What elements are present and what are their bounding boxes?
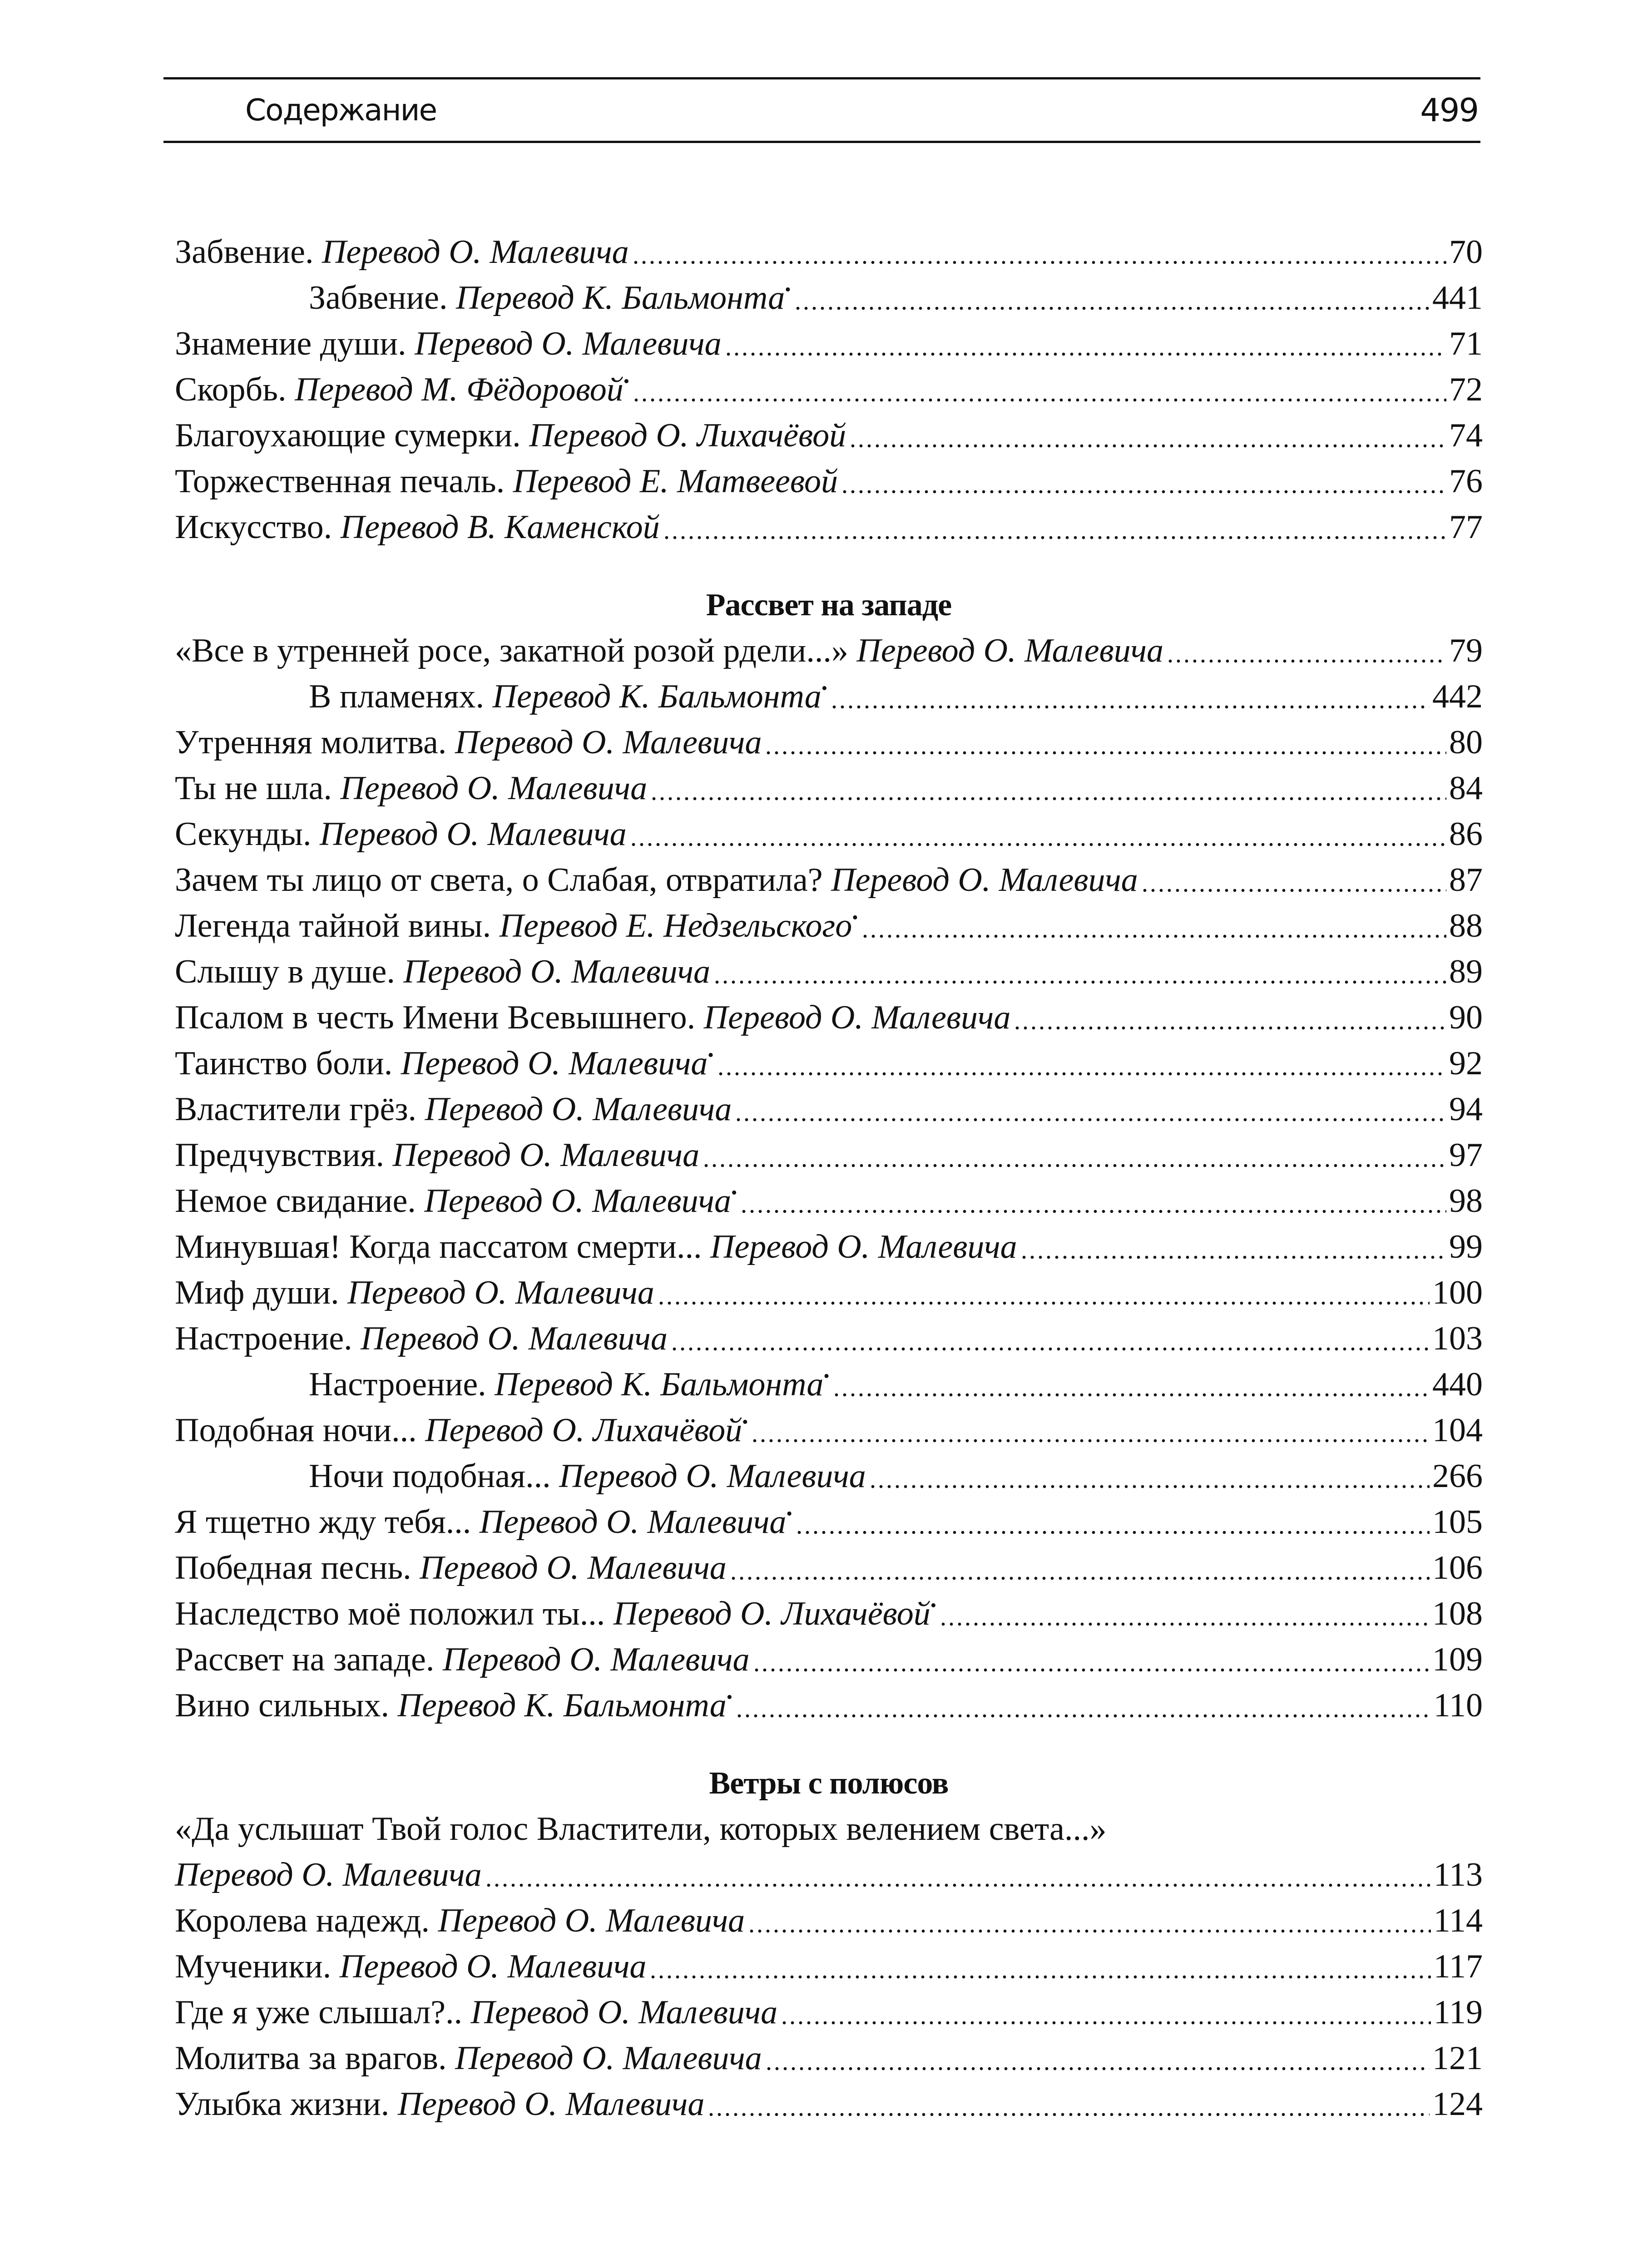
dot-leader [780, 1990, 1431, 2036]
toc-entry-page: 72 [1449, 371, 1483, 408]
dot-leader [632, 367, 1446, 413]
toc-entry-page: 113 [1433, 1856, 1483, 1893]
toc-entry-translator: Перевод О. Малевича [322, 233, 629, 271]
toc-entry-page: 266 [1432, 1458, 1483, 1495]
toc-entry [175, 459, 1483, 504]
toc-entry-title: Утренняя молитва. [175, 724, 447, 761]
dot-leader [764, 720, 1446, 766]
toc-entry-title: Псалом в честь Имени Всевышнего. [175, 999, 696, 1036]
asterisk-mark: • [623, 372, 630, 391]
toc-entry-page: 80 [1449, 724, 1483, 761]
toc-entry-translator: Перевод К. Бальмонта [492, 678, 821, 715]
asterisk-mark: • [785, 280, 791, 299]
toc-entry-page: 90 [1449, 999, 1483, 1036]
section-title-vetry: Ветры с полюсов [709, 1766, 949, 1801]
toc-entry-translator: Перевод О. Малевича [856, 632, 1164, 669]
toc-entry-translator: Перевод О. Малевича [175, 1856, 482, 1893]
running-head-title: Содержание [245, 93, 437, 128]
toc-entry [175, 1041, 1483, 1087]
toc-entry [175, 275, 1483, 321]
toc-entry-page: 76 [1449, 463, 1483, 500]
toc-entry [175, 811, 1483, 857]
toc-entry-title: Подобная ночи... [175, 1412, 417, 1449]
toc-entry-title: Благоухающие сумерки. [175, 417, 521, 454]
dot-leader [869, 1453, 1430, 1499]
toc-entry-title-line [175, 1806, 1483, 1852]
toc-entry [175, 903, 1483, 949]
dot-leader [740, 1178, 1446, 1224]
toc-entry-page: 121 [1432, 2040, 1483, 2077]
toc-entry-page: 74 [1449, 417, 1483, 454]
dot-leader [485, 1852, 1431, 1898]
toc-entry-title: Властители грёз. [175, 1091, 417, 1128]
asterisk-mark: • [930, 1596, 937, 1615]
toc-entry-title: Улыбка жизни. [175, 2085, 390, 2123]
toc-entry-title: Наследство моё положил ты... [175, 1595, 605, 1632]
toc-entry [175, 720, 1483, 766]
toc-entry-page: 94 [1449, 1091, 1483, 1128]
toc-entry-title: Секунды. [175, 815, 312, 853]
toc-entry-title: Миф души. [175, 1274, 339, 1311]
dot-leader [1020, 1224, 1446, 1270]
toc-entry-translator: Перевод О. Малевича [559, 1458, 866, 1495]
toc-entry-page: 117 [1433, 1948, 1483, 1985]
toc-entry-title: Слышу в душе. [175, 953, 395, 990]
dot-leader [717, 1041, 1446, 1087]
toc-entry [175, 1316, 1483, 1362]
toc-entry-page: 124 [1432, 2085, 1483, 2123]
toc-entry-title: Где я уже слышал?.. [175, 1994, 463, 2031]
toc-entry [175, 1898, 1483, 1944]
toc-entry-title: Молитва за врагов. [175, 2040, 447, 2077]
toc-entry-translator: Перевод О. Лихачёвой [529, 417, 846, 454]
toc-entry [175, 321, 1483, 367]
dot-leader [849, 413, 1446, 459]
toc-entry-page: 108 [1432, 1595, 1483, 1632]
toc-entry-translator: Перевод О. Малевича [442, 1641, 750, 1678]
toc-entry [175, 1591, 1483, 1637]
toc-entry [175, 1545, 1483, 1591]
toc-entry-title: Легенда тайной вины. [175, 907, 491, 944]
toc-entry-title: Настроение. [175, 1320, 352, 1357]
toc-entry-title: Победная песнь. [175, 1549, 411, 1586]
dot-leader [729, 1545, 1430, 1591]
toc-entry-page: 103 [1432, 1320, 1483, 1357]
toc-group-a [175, 229, 1483, 550]
dot-leader [861, 903, 1446, 949]
toc-entry-title: Предчувствия. [175, 1136, 384, 1174]
toc-entry-translator: Перевод О. Лихачёвой [613, 1595, 930, 1632]
toc-entry-page: 71 [1449, 325, 1483, 362]
toc-entry-translator: Перевод О. Малевича [420, 1549, 727, 1586]
toc-entry-page: 98 [1449, 1182, 1483, 1220]
toc-entry-translator: Перевод О. Малевича [361, 1320, 668, 1357]
toc-entry [175, 1499, 1483, 1545]
toc-entry-page: 77 [1449, 509, 1483, 546]
toc-entry-page: 84 [1449, 770, 1483, 807]
toc-entry-title: Вино сильных. [175, 1687, 390, 1724]
dot-leader [752, 1637, 1430, 1683]
toc-entry-translator: Перевод М. Фёдоровой [294, 371, 624, 408]
toc-entry [175, 367, 1483, 413]
toc-entry-page: 86 [1449, 815, 1483, 853]
toc-entry [175, 2081, 1483, 2127]
toc-entry [175, 1178, 1483, 1224]
toc-entry-translator: Перевод О. Малевича [340, 770, 648, 807]
page-number: 499 [1420, 91, 1478, 129]
table-of-contents [175, 229, 1483, 2127]
toc-entry-page: 87 [1449, 861, 1483, 899]
toc-entry [175, 1683, 1483, 1729]
toc-entry-translator: Перевод О. Малевича [455, 2040, 762, 2077]
toc-entry-translator: Перевод О. Малевича [414, 325, 722, 362]
dot-leader [765, 2036, 1430, 2081]
dot-leader [649, 1944, 1430, 1990]
toc-entry-translator: Перевод О. Малевича [392, 1136, 700, 1174]
dot-leader [939, 1591, 1430, 1637]
dot-leader [702, 1132, 1446, 1178]
toc-entry-title: Зачем ты лицо от света, о Слабая, отвратила? [175, 861, 823, 899]
dot-leader [632, 229, 1446, 275]
toc-entry-page: 99 [1449, 1228, 1483, 1265]
toc-entry-translator: Перевод О. Малевича [455, 724, 762, 761]
toc-entry-title: В пламенях. [309, 678, 485, 715]
toc-entry-title: Мученики. [175, 1948, 332, 1985]
toc-entry-page: 441 [1432, 279, 1483, 316]
toc-entry-page: 79 [1449, 632, 1483, 669]
toc-group-c [175, 1898, 1483, 2127]
toc-entry-title: «Да услышат Твой голос Властители, которых велением света...» [175, 1810, 1107, 1848]
toc-entry [175, 1944, 1483, 1990]
asterisk-mark: • [742, 1413, 748, 1432]
toc-entry-page: 97 [1449, 1136, 1483, 1174]
toc-entry-translator: Перевод О. Малевича [438, 1902, 745, 1939]
toc-entry-page: 92 [1449, 1045, 1483, 1082]
toc-entry [175, 1270, 1483, 1316]
toc-entry-translator: Перевод О. Малевича [347, 1274, 654, 1311]
asterisk-mark: • [708, 1046, 714, 1065]
asterisk-mark: • [731, 1183, 737, 1202]
toc-entry-title: Забвение. [309, 279, 448, 316]
toc-entry-page: 89 [1449, 953, 1483, 990]
toc-entry [175, 1453, 1483, 1499]
dot-leader [751, 1408, 1430, 1453]
toc-entry-translator: Перевод К. Бальмонта [397, 1687, 727, 1724]
toc-entry-translator: Перевод О. Малевича [319, 815, 627, 853]
toc-entry-title: Забвение. [175, 233, 314, 271]
toc-entry [175, 995, 1483, 1041]
asterisk-mark: • [823, 1367, 830, 1386]
toc-entry [175, 766, 1483, 811]
toc-entry-title: Искусство. [175, 509, 332, 546]
toc-entry [175, 1132, 1483, 1178]
toc-entry-title: Таинство боли. [175, 1045, 393, 1082]
toc-entry [175, 674, 1483, 720]
toc-group-b [175, 628, 1483, 1729]
toc-entry-page: 106 [1432, 1549, 1483, 1586]
dot-leader [1141, 857, 1446, 903]
toc-entry [175, 857, 1483, 903]
toc-entry-page: 442 [1432, 678, 1483, 715]
asterisk-mark: • [821, 679, 828, 698]
toc-entry-translator: Перевод О. Малевича [403, 953, 711, 990]
dot-leader [724, 321, 1446, 367]
toc-entry [175, 1087, 1483, 1132]
toc-entry-page: 88 [1449, 907, 1483, 944]
toc-entry-page: 440 [1432, 1366, 1483, 1403]
dot-leader [650, 766, 1446, 811]
toc-entry [175, 628, 1483, 674]
toc-entry [175, 1362, 1483, 1408]
dot-leader [735, 1683, 1431, 1729]
toc-entry-page: 110 [1433, 1687, 1483, 1724]
toc-entry-title: Рассвет на западе. [175, 1641, 435, 1678]
toc-entry-translator: Перевод О. Малевича [424, 1182, 731, 1220]
dot-leader [657, 1270, 1430, 1316]
toc-entry-translator: Перевод О. Малевича [401, 1045, 708, 1082]
toc-entry-title: Королева надежд. [175, 1902, 430, 1939]
toc-entry-page: 104 [1432, 1412, 1483, 1449]
toc-entry [175, 504, 1483, 550]
toc-entry-page: 109 [1432, 1641, 1483, 1678]
asterisk-mark: • [786, 1504, 792, 1523]
toc-entry-translator: Перевод В. Каменской [340, 509, 660, 546]
dot-leader [841, 459, 1446, 504]
toc-entry-title: Настроение. [309, 1366, 486, 1403]
dot-leader [1166, 628, 1446, 674]
asterisk-mark: • [852, 908, 858, 927]
toc-entry-title: Ночи подобная... [309, 1458, 551, 1495]
toc-entry [175, 1852, 1483, 1898]
dot-leader [830, 674, 1430, 720]
toc-entry-page: 100 [1432, 1274, 1483, 1311]
toc-entry-translator: Перевод О. Малевича [831, 861, 1138, 899]
toc-entry-translator: Перевод К. Бальмонта [455, 279, 785, 316]
toc-entry-translator: Перевод К. Бальмонта [495, 1366, 824, 1403]
toc-entry-title: Торжественная печаль. [175, 463, 505, 500]
toc-entry [175, 413, 1483, 459]
toc-entry [175, 1637, 1483, 1683]
dot-leader [795, 1499, 1430, 1545]
toc-entry [175, 2036, 1483, 2081]
toc-entry-translator: Перевод Е. Матвеевой [513, 463, 838, 500]
toc-entry-title: Я тщетно жду тебя... [175, 1503, 471, 1541]
toc-entry-title: «Все в утренней росе, закатной розой рдели...» [175, 632, 848, 669]
dot-leader [1013, 995, 1446, 1041]
toc-entry-translator: Перевод О. Лихачёвой [425, 1412, 742, 1449]
toc-entry-translator: Перевод О. Малевича [710, 1228, 1017, 1265]
toc-entry-translator: Перевод О. Малевича [339, 1948, 647, 1985]
toc-entry [175, 1990, 1483, 2036]
toc-entry-translator: Перевод О. Малевича [397, 2085, 705, 2123]
dot-leader [663, 504, 1446, 550]
toc-entry-translator: Перевод О. Малевича [703, 999, 1011, 1036]
dot-leader [747, 1898, 1431, 1944]
dot-leader [629, 811, 1446, 857]
toc-entry-page: 105 [1432, 1503, 1483, 1541]
toc-entry-page: 70 [1449, 233, 1483, 271]
toc-entry [175, 1408, 1483, 1453]
toc-entry-translator: Перевод О. Малевича [470, 1994, 778, 2031]
dot-leader [713, 949, 1446, 995]
toc-entry-title: Скорбь. [175, 371, 287, 408]
asterisk-mark: • [726, 1688, 733, 1707]
dot-leader [832, 1362, 1430, 1408]
dot-leader [707, 2081, 1430, 2127]
toc-entry-title: Ты не шла. [175, 770, 332, 807]
toc-entry [175, 229, 1483, 275]
toc-entry [175, 949, 1483, 995]
toc-entry-page: 119 [1433, 1994, 1483, 2031]
toc-entry-title: Знамение души. [175, 325, 406, 362]
dot-leader [794, 275, 1430, 321]
toc-entry [175, 1224, 1483, 1270]
toc-entry-title: Немое свидание. [175, 1182, 416, 1220]
toc-entry-translator: Перевод О. Малевича [425, 1091, 732, 1128]
toc-entry-page: 114 [1433, 1902, 1483, 1939]
toc-entry-title: Минувшая! Когда пассатом смерти... [175, 1228, 702, 1265]
toc-entry-translator: Перевод Е. Недзельского [499, 907, 852, 944]
section-title-rassvet: Рассвет на западе [706, 588, 952, 623]
running-head [163, 77, 1480, 143]
dot-leader [734, 1087, 1446, 1132]
toc-entry-translator: Перевод О. Малевича [479, 1503, 787, 1541]
dot-leader [670, 1316, 1430, 1362]
